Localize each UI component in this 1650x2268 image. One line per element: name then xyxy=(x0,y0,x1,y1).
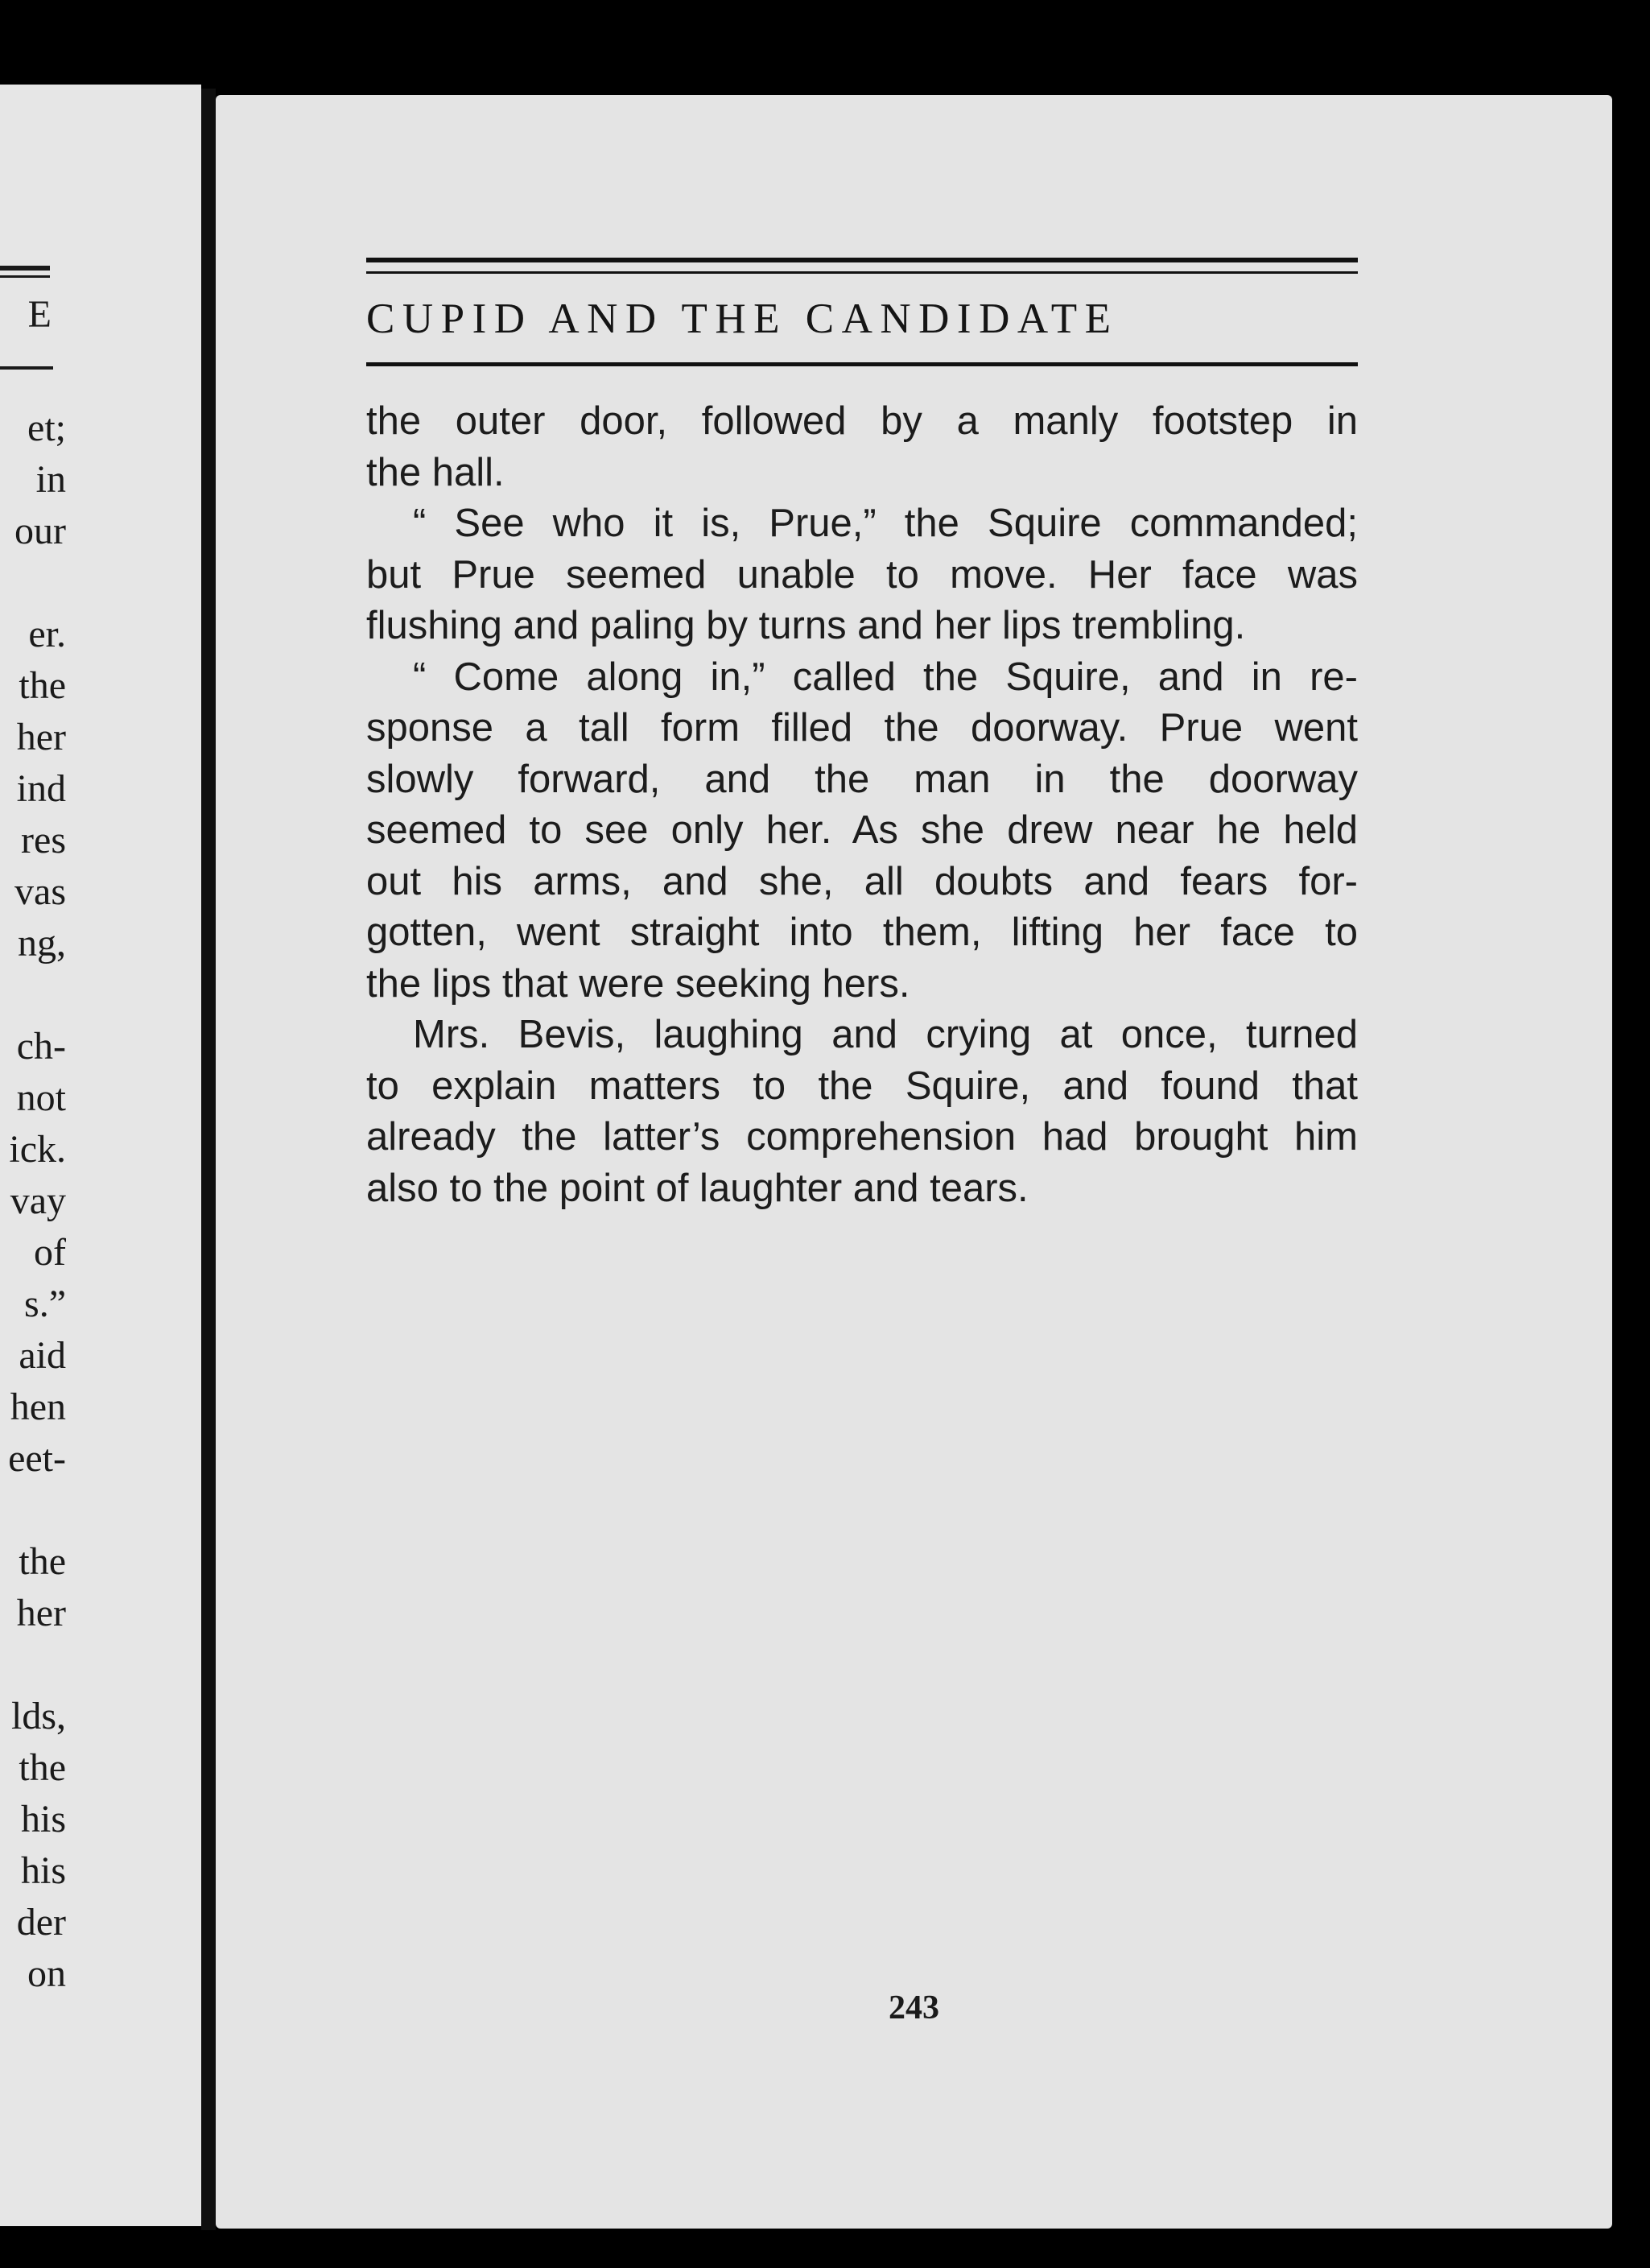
text-line: seemed to see only her. As she drew near he held xyxy=(366,808,1358,852)
text-line: gotten, went straight into them, lifting her face to xyxy=(366,911,1358,954)
text-line: out his arms, and she, all doubts and fears for- xyxy=(366,859,1358,903)
previous-page-header-rules xyxy=(0,266,50,279)
previous-page-line: his xyxy=(20,1849,66,1892)
page-number: 243 xyxy=(889,1989,939,2026)
text-line: slowly forward, and the man in the doorway xyxy=(366,757,1358,801)
text-line: sponse a tall form filled the doorway. Prue went xyxy=(366,706,1358,750)
text-line: but Prue seemed unable to move. Her face was xyxy=(366,552,1358,597)
text-line: flushing and paling by turns and her lips trembling. xyxy=(366,604,1246,647)
text-line: the lips that were seeking hers. xyxy=(366,961,910,1006)
current-page xyxy=(216,95,1612,2229)
rule-line xyxy=(0,266,50,271)
rule-line xyxy=(366,258,1358,262)
previous-page-line: eet- xyxy=(8,1437,66,1480)
text-line: the outer door, followed by a manly footstep in xyxy=(366,399,1358,443)
previous-page-line: res xyxy=(21,819,66,861)
running-head: CUPID AND THE CANDIDATE xyxy=(366,295,1119,342)
previous-page-line: vas xyxy=(14,870,66,913)
text-line: “ See who it is, Prue,” the Squire commanded; xyxy=(413,502,1358,545)
previous-page-line: her xyxy=(16,1592,66,1634)
previous-page-line: ick. xyxy=(9,1128,66,1171)
previous-page-line: ch- xyxy=(16,1025,66,1068)
previous-page-line: the xyxy=(19,664,66,707)
previous-page-line: our xyxy=(14,510,66,552)
previous-page-line: hen xyxy=(10,1386,66,1428)
scan-border xyxy=(1612,95,1650,2268)
previous-page-line: on xyxy=(27,1952,66,1995)
previous-page-header-rule xyxy=(0,366,53,370)
previous-page-line: her xyxy=(16,716,66,758)
text-line: the hall. xyxy=(366,450,505,494)
text-line: already the latter’s comprehension had brought him xyxy=(366,1115,1358,1159)
previous-page-line: lds, xyxy=(10,1695,66,1737)
previous-page-running-head-fragment: E xyxy=(27,293,56,336)
book-gutter xyxy=(201,89,216,2230)
previous-page-line: in xyxy=(35,458,66,501)
previous-page-line: er. xyxy=(28,613,66,655)
previous-page-line: his xyxy=(20,1798,66,1840)
rule-line xyxy=(366,271,1358,274)
text-line: also to the point of laughter and tears. xyxy=(366,1166,1029,1210)
previous-page-line: et; xyxy=(27,407,66,449)
previous-page-line: ind xyxy=(16,767,66,810)
text-line: Mrs. Bevis, laughing and crying at once, turned xyxy=(413,1013,1358,1056)
previous-page xyxy=(0,85,201,2226)
text-line: to explain matters to the Squire, and found that xyxy=(366,1064,1358,1108)
header-double-rule xyxy=(366,258,1358,274)
previous-page-line: vay xyxy=(10,1179,66,1222)
previous-page-line: the xyxy=(19,1540,66,1583)
body-text xyxy=(366,396,1358,1214)
previous-page-line: aid xyxy=(19,1334,66,1377)
previous-page-line: the xyxy=(19,1746,66,1789)
rule-line xyxy=(0,275,50,278)
previous-page-line: ng, xyxy=(18,922,66,965)
previous-page-line: not xyxy=(16,1076,66,1119)
header-rule xyxy=(366,362,1358,366)
previous-page-line: of xyxy=(34,1231,66,1274)
previous-page-line: der xyxy=(16,1901,66,1944)
text-line: “ Come along in,” called the Squire, and in re- xyxy=(413,655,1358,699)
previous-page-line: s.” xyxy=(24,1283,66,1325)
